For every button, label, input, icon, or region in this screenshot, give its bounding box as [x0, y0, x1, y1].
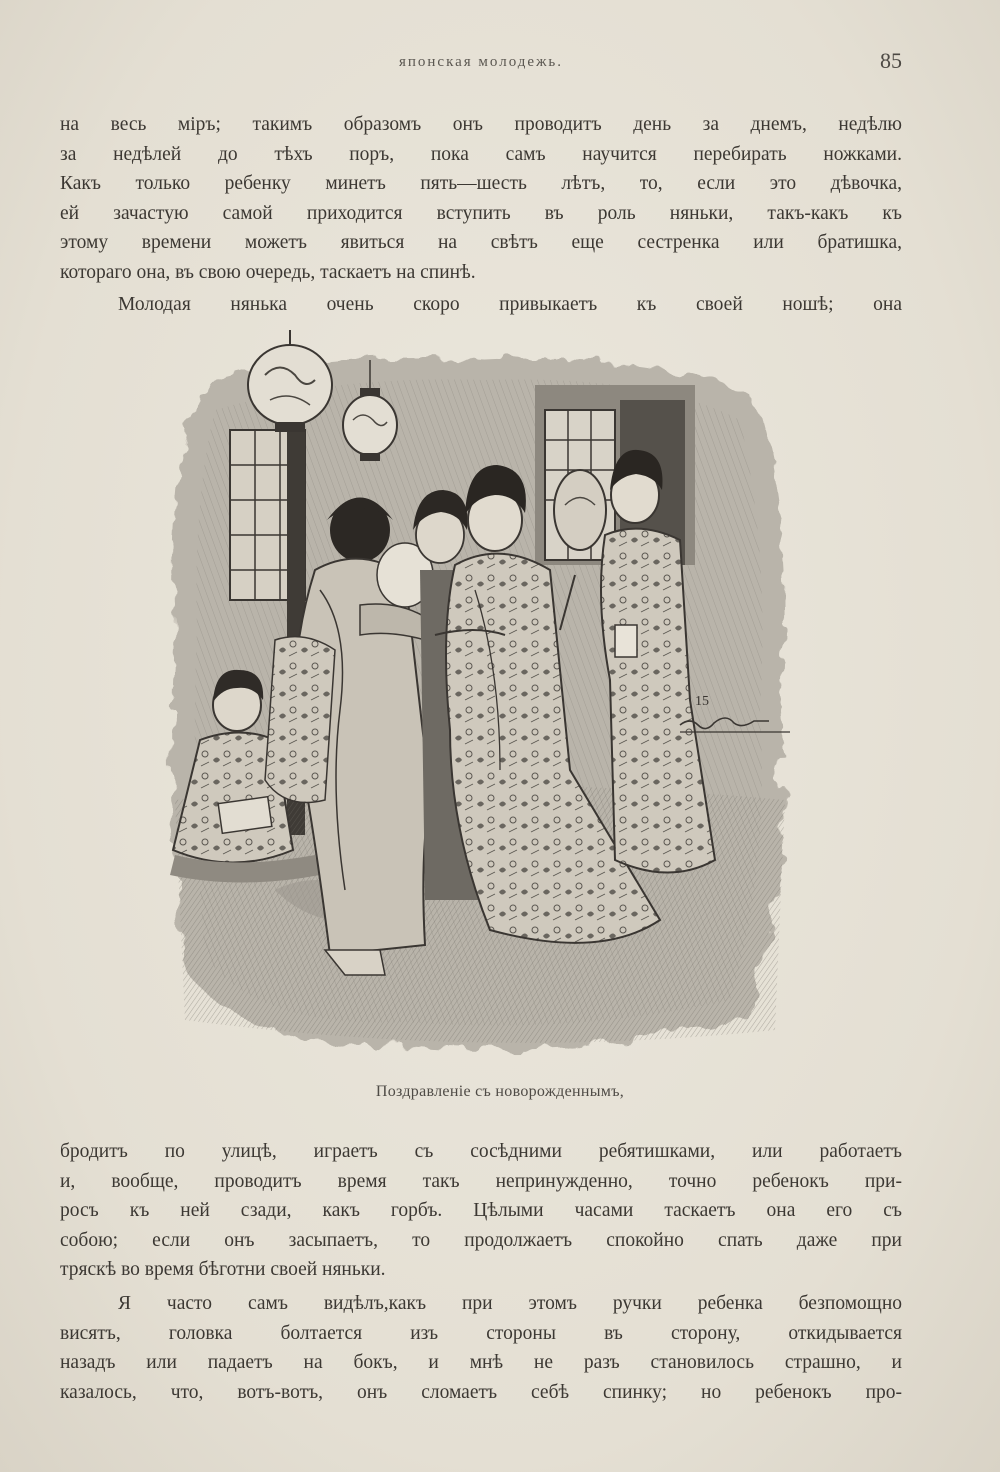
text-line: и, вообще, проводитъ время такъ непринужденно, точно ребенокъ при- [60, 1170, 902, 1192]
text-line: назадъ или падаетъ на бокъ, и мнѣ не разъ становилось страшно, и [60, 1352, 902, 1373]
artist-signature: 15 [695, 694, 709, 709]
paragraph-1 [60, 110, 902, 287]
text-line: казалось, что, вотъ-вотъ, онъ сломаетъ себѣ спинку; но ребенокъ про- [60, 1381, 902, 1403]
text-line: этому времени можетъ явиться на свѣтъ еще сестренка или братишка, [60, 232, 902, 253]
running-title: японская молодежь. [398, 54, 564, 70]
page-header [60, 48, 902, 82]
text-line: тряскѣ во время бѣготни своей няньки. [60, 1259, 386, 1280]
paragraph-4 [60, 1289, 902, 1407]
text-line: бродитъ по улицѣ, играетъ съ сосѣдними ребятишками, или работаетъ [60, 1141, 902, 1162]
figure-caption: Поздравленіе съ новорожденнымъ, [375, 1083, 625, 1100]
paragraph-2 [60, 290, 902, 320]
text-line: Какъ только ребенку минетъ пять—шесть лѣтъ, то, если это дѣвочка, [60, 173, 902, 194]
text-line: на весь міръ; такимъ образомъ онъ проводитъ день за днемъ, недѣлю [60, 114, 902, 135]
text-line: собою; если онъ засыпаетъ, то продолжаетъ спокойно спать даже при [60, 1229, 902, 1251]
text-line: котораго она, въ свою очередь, таскаетъ на спинѣ. [60, 261, 476, 283]
text-line: Молодая нянька очень скоро привыкаетъ къ своей ношѣ; она [118, 294, 902, 315]
text-line: висятъ, головка болтается изъ стороны въ сторону, откидывается [60, 1322, 902, 1344]
page-number: 85 [880, 48, 902, 73]
text-line: ей зачастую самой приходится вступить въ роль няньки, такъ-какъ къ [60, 202, 902, 224]
paragraph-3 [60, 1137, 902, 1285]
illustration-engraving [155, 330, 805, 1070]
text-line: росъ къ ней сзади, какъ горбъ. Цѣлыми часами таскаетъ она его съ [60, 1200, 902, 1221]
illustration [155, 330, 805, 1070]
text-line: за недѣлей до тѣхъ поръ, пока самъ научится перебирать ножками. [60, 143, 902, 165]
text-line: Я часто самъ видѣлъ,какъ при этомъ ручки ребенка безпомощно [118, 1293, 902, 1314]
